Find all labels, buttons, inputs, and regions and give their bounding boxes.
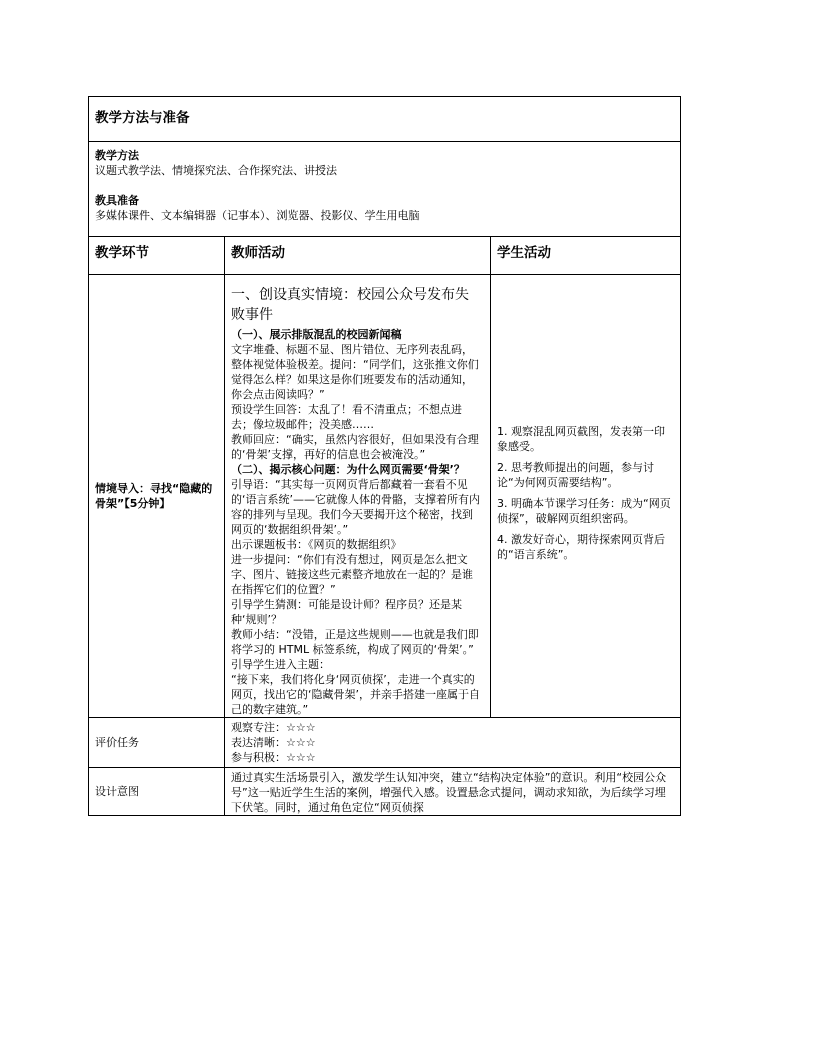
evaluation-item: [231, 720, 674, 735]
teacher-activity-lines: [231, 327, 482, 717]
teacher-subheading: （一）、展示排版混乱的校园新闻稿: [231, 328, 402, 341]
student-activity-list: [497, 424, 674, 562]
activity-row: [89, 275, 681, 718]
student-activity-item: 4. 激发好奇心，期待探索网页背后的“语言系统”。: [497, 533, 665, 561]
section-title: 教学方法与准备: [95, 110, 190, 126]
evaluation-item-name: 观察专注：: [231, 721, 286, 734]
rating-stars: ☆☆☆: [286, 751, 316, 764]
lesson-table: [88, 96, 681, 816]
preparation-cell: [89, 142, 681, 237]
teacher-line: 教师小结：“没错，正是这些规则——也就是我们即将学习的 HTML 标签系统，构成了网页的‘骨架’。”: [231, 628, 479, 656]
evaluation-item: [231, 750, 674, 765]
teacher-subheading: （二）、揭示核心问题：为什么网页需要‘骨架’？: [231, 463, 465, 476]
tools-label: 教具准备: [95, 194, 139, 207]
student-activity-item: 3. 明确本节课学习任务：成为“网页侦探”，破解网页组织密码。: [497, 497, 671, 525]
evaluation-cell: [225, 718, 681, 768]
teacher-line: 进一步提问：“你们有没有想过，网页是怎么把文字、图片、链接这些元素整齐地放在一起的？是谁在指挥它们的位置？”: [231, 553, 473, 596]
teacher-line: “接下来，我们将化身‘网页侦探’，走进一个真实的网页，找出它的‘隐藏骨架’，并亲手搭建一座属于自己的数字建筑。”: [231, 673, 480, 716]
teacher-line: 出示课题板书：《网页的数据组织》: [231, 538, 402, 551]
evaluation-item-name: 表达清晰：: [231, 736, 286, 749]
design-text: 通过真实生活场景引入，激发学生认知冲突，建立“结构决定体验”的意识。利用“校园公众号”这一贴近学生生活的案例，增强代入感。设置悬念式提问，调动求知欲，为后续学习埋下伏笔。同时，通过角色定位“网页侦探: [231, 771, 667, 814]
stage-label: 情境导入：寻找“隐藏的骨架”【5分钟】: [89, 275, 225, 718]
student-activity-item: 1. 观察混乱网页截图，发表第一印象感受。: [497, 425, 665, 453]
teacher-activity-title: 一、创设真实情境：校园公众号发布失败事件: [231, 287, 469, 323]
methods-label: 教学方法: [95, 149, 139, 162]
lesson-plan: [88, 96, 680, 816]
tools-text: 多媒体课件、文本编辑器（记事本）、浏览器、投影仪、学生用电脑: [95, 209, 420, 222]
evaluation-row: [89, 718, 681, 768]
header-teacher: 教师活动: [225, 237, 491, 275]
column-header-row: [89, 237, 681, 275]
teacher-activity: [225, 275, 491, 718]
teacher-line: 引导语：“其实每一页网页背后都藏着一套看不见的‘语言系统’——它就像人体的骨骼，支撑着所有内容的排列与呈现。我们今天要揭开这个秘密，找到网页的‘数据组织骨架’。”: [231, 478, 480, 536]
teacher-line: 预设学生回答：太乱了！看不清重点；不想点进去；像垃圾邮件；没美感……: [231, 403, 462, 431]
design-cell: [225, 768, 681, 816]
methods-text: 议题式教学法、情境探究法、合作探究法、讲授法: [95, 164, 337, 177]
student-activity-item: 2. 思考教师提出的问题，参与讨论“为何网页需要结构”。: [497, 461, 654, 489]
evaluation-item-name: 参与积极：: [231, 751, 286, 764]
evaluation-list: [231, 720, 674, 765]
rating-stars: ☆☆☆: [286, 736, 316, 749]
section-title-cell: [89, 97, 681, 142]
student-activity: [491, 275, 681, 718]
evaluation-label: 评价任务: [89, 718, 225, 768]
evaluation-item: [231, 735, 674, 750]
teacher-line: 引导学生猜测：可能是设计师？程序员？还是某种‘规则’？: [231, 598, 462, 626]
rating-stars: ☆☆☆: [286, 721, 316, 734]
teacher-line: 引导学生进入主题：: [231, 658, 330, 671]
design-row: [89, 768, 681, 816]
teacher-line: 文字堆叠、标题不显、图片错位、无序列表乱码，整体视觉体验极差。提问：“同学们，这张推文你们觉得怎么样？如果这是你们班要发布的活动通知，你会点击阅读吗？”: [231, 343, 479, 401]
header-student: 学生活动: [491, 237, 681, 275]
header-stage: 教学环节: [89, 237, 225, 275]
teacher-line: 教师回应：“确实，虽然内容很好，但如果没有合理的‘骨架’支撑，再好的信息也会被淹没。”: [231, 433, 479, 461]
design-label: 设计意图: [89, 768, 225, 816]
